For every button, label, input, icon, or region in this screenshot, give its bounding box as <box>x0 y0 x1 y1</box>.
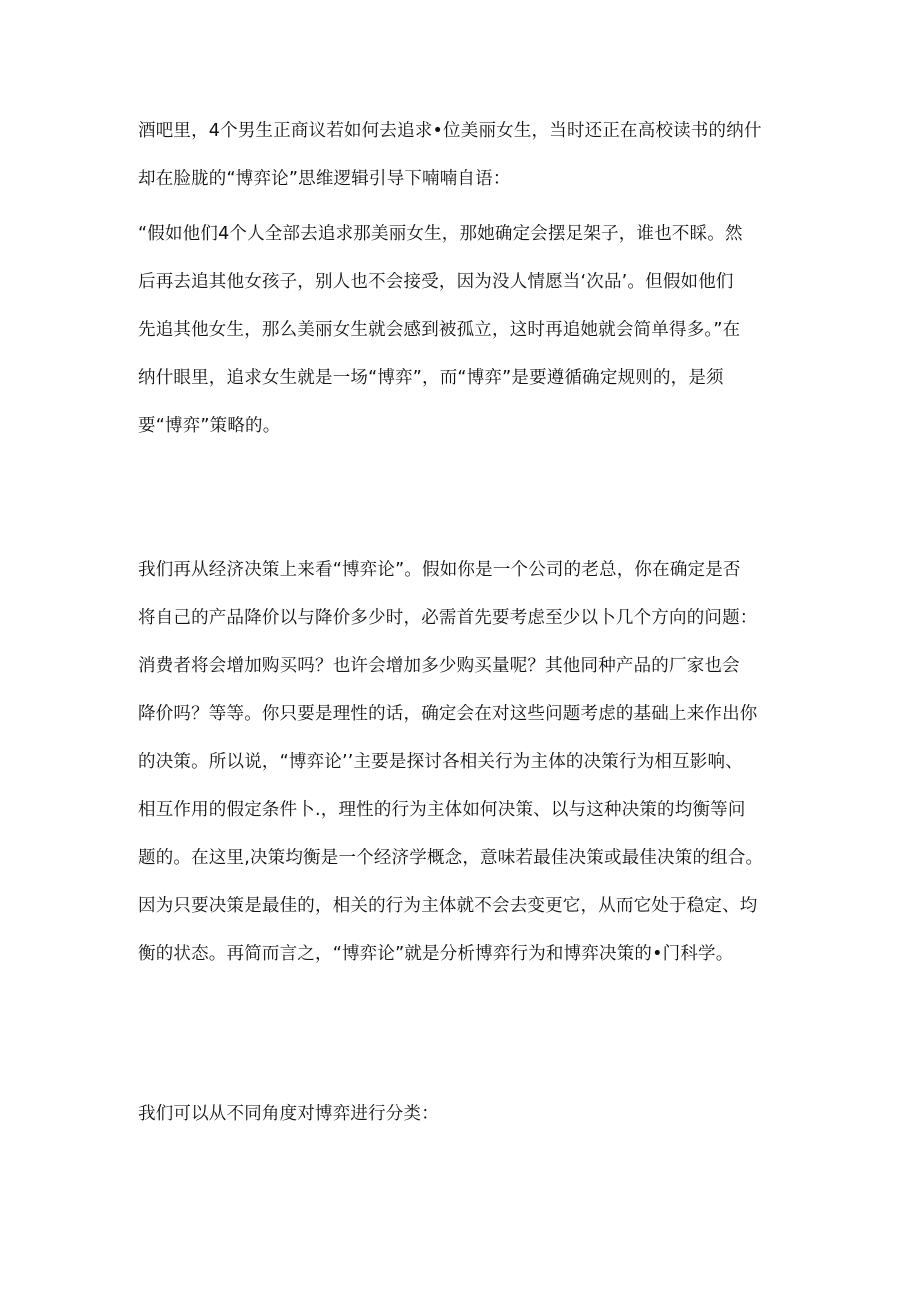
text-line: 将自己的产品降价以与降价多少时，必需首先要考虑至少以卜几个方向的问题： <box>138 608 758 628</box>
paragraph-economic-decision <box>138 546 788 978</box>
text-line: 衡的状态。再简而言之，“博弈论”就是分析博弈行为和博弈决策的•门科学。 <box>138 944 734 964</box>
text-line: 酒吧里，4个男生正商议若如何去追求•位美丽女生，当时还正在高校读书的纳什 <box>138 121 762 141</box>
text-line: 要“博弈”策略的。 <box>138 416 281 436</box>
text-line: 降价吗？等等。你只要是理性的话，确定会在对这些问题考虑的基础上来作出你 <box>138 704 758 724</box>
text-line: 却在脸胧的“博弈论”思维逻辑引导下喃喃自语： <box>138 169 511 189</box>
text-line: “假如他们4个人全部去追求那美丽女生，那她确定会摆足架子，谁也不睬。然 <box>138 224 743 244</box>
text-line: 消费者将会增加购买吗？也许会增加多少购买量呢？其他同种产品的厂家也会 <box>138 656 740 676</box>
text-line: 纳什眼里，追求女生就是一场“博弈”，而“博弈”是要遵循确定规则的，是须 <box>138 368 724 388</box>
text-line: 我们可以从不同角度对博弈进行分类： <box>138 1104 439 1124</box>
text-line: 相互作用的假定条件卜.，理性的行为主体如何决策、以与这种决策的均衡等问 <box>138 800 746 820</box>
text-line: 后再去追其他女孩子，别人也不会接受，因为没人情愿当‘次品’。但假如他们 <box>138 272 734 292</box>
paragraph-nash-bar <box>138 107 788 203</box>
text-line: 先追其他女生，那么美丽女生就会感到被孤立，这时再追她就会简单得多。”在 <box>138 320 741 340</box>
text-line: 的决策。所以说，“博弈论’’主要是探讨各相关行为主体的决策行为相互影响、 <box>138 752 743 772</box>
text-line: 题的。在这里,决策均衡是一个经济学概念，意味若最佳决策或最佳决策的组合。 <box>138 848 764 868</box>
paragraph-classification <box>138 1090 788 1138</box>
text-line: 因为只要决策是最佳的，相关的行为主体就不会去变更它，从而它处于稳定、均 <box>138 896 758 916</box>
paragraph-nash-quote <box>138 210 788 450</box>
text-line: 我们再从经济决策上来看“博弈论”。假如你是一个公司的老总，你在确定是否 <box>138 560 741 580</box>
